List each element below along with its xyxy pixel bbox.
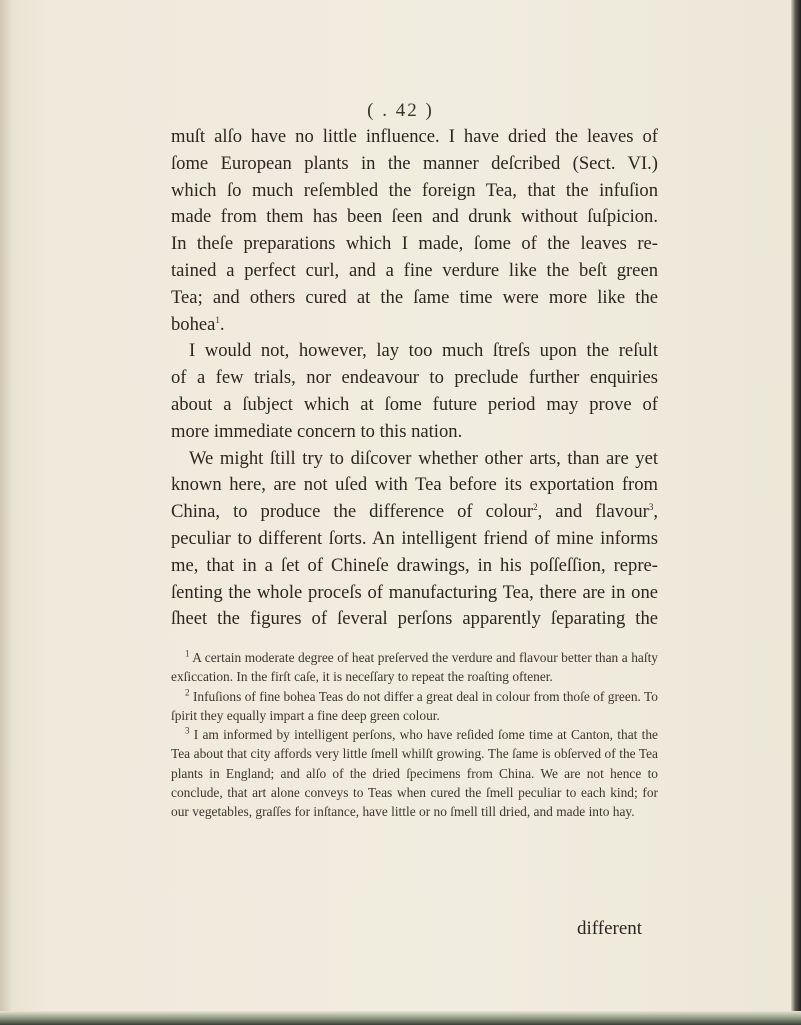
text-fragment: . <box>219 313 225 335</box>
page-number: ( . 42 ) <box>367 100 434 121</box>
text-line: We might ſtill try to diſcover whether other arts, than are yet <box>189 447 658 469</box>
text-fragment: bohea <box>171 313 216 335</box>
text-line: In theſe preparations which I made, ſome of the leaves re- <box>171 233 658 255</box>
catchword: different <box>577 918 643 939</box>
text-line <box>171 499 658 526</box>
text-line: tained a perfect curl, and a fine verdure like the beſt green <box>171 259 658 281</box>
text-line: which ſo much reſembled the foreign Tea, that the infuſion <box>171 179 658 201</box>
footnotes <box>171 648 658 822</box>
footnote-reference: 3 <box>648 501 654 512</box>
text-fragment: China, to produce the difference of colour <box>171 501 534 523</box>
text-line: more immediate concern to this nation. <box>171 420 463 442</box>
text-line <box>171 312 658 339</box>
footnote-text: A certain moderate degree of heat preſerved the verdure and flavour better than a haſty exſiccation. In the firſt caſe, it is neceſſary to repeat the roaſting oftener. <box>171 650 658 685</box>
text-fragment: , <box>653 501 658 523</box>
text-line: ſenting the whole proceſs of manufacturing Tea, there are in one <box>171 581 658 603</box>
text-line: peculiar to different ſorts. An intelligent friend of mine informs <box>171 527 658 549</box>
footnote-text: I am informed by intelligent perſons, who have reſided ſome time at Canton, that the Tea about that city affords very little ſmell whilſt growing. The ſame is obſerved of the Tea plants in England; and alſo of the dried ſpecimens from China. We are not hence to conclude, that art alone conveys to Teas when cured the ſmell peculiar to each kind; for our vegetables, graſſes for inſtance, have little or no ſmell till dried, and made into hay. <box>171 727 658 820</box>
text-fragment: , and flavour <box>537 501 649 523</box>
page-gutter-shadow <box>0 0 12 1025</box>
page-bottom-edge <box>0 1011 801 1025</box>
footnote <box>171 648 658 687</box>
text-line: I would not, however, lay too much ſtreſs upon the reſult <box>189 340 658 362</box>
footnote-mark: 3 <box>185 725 190 736</box>
text-line: of a few trials, nor endeavour to preclude further enquiries <box>171 367 658 389</box>
footnote-mark: 2 <box>185 687 190 698</box>
footnote-text: Infuſions of fine bohea Teas do not differ a great deal in colour from thoſe of green. To ſpirit they equally impart a fine deep green colour. <box>171 688 658 723</box>
text-line: known here, are not uſed with Tea before its exportation from <box>171 474 658 496</box>
text-line: Tea; and others cured at the ſame time were more like the <box>171 286 658 308</box>
main-text <box>171 124 658 633</box>
page-right-edge <box>791 0 801 1025</box>
text-line: made from them has been ſeen and drunk without ſuſpicion. <box>171 206 658 228</box>
text-line: me, that in a ſet of Chineſe drawings, in his poſſeſſion, repre- <box>171 554 658 576</box>
text-line: ſome European plants in the manner deſcribed (Sect. VI.) <box>171 152 658 174</box>
footnote-mark: 1 <box>185 648 190 659</box>
footnote <box>171 725 658 821</box>
text-line: muſt alſo have no little influence. I have dried the leaves of <box>171 126 658 147</box>
text-line: about a ſubject which at ſome future period may prove of <box>171 393 658 415</box>
footnote-reference: 1 <box>215 314 220 325</box>
text-line: ſheet the figures of ſeveral perſons apparently ſeparating the <box>171 608 658 630</box>
footnote <box>171 687 658 726</box>
footnote-reference: 2 <box>533 501 538 512</box>
